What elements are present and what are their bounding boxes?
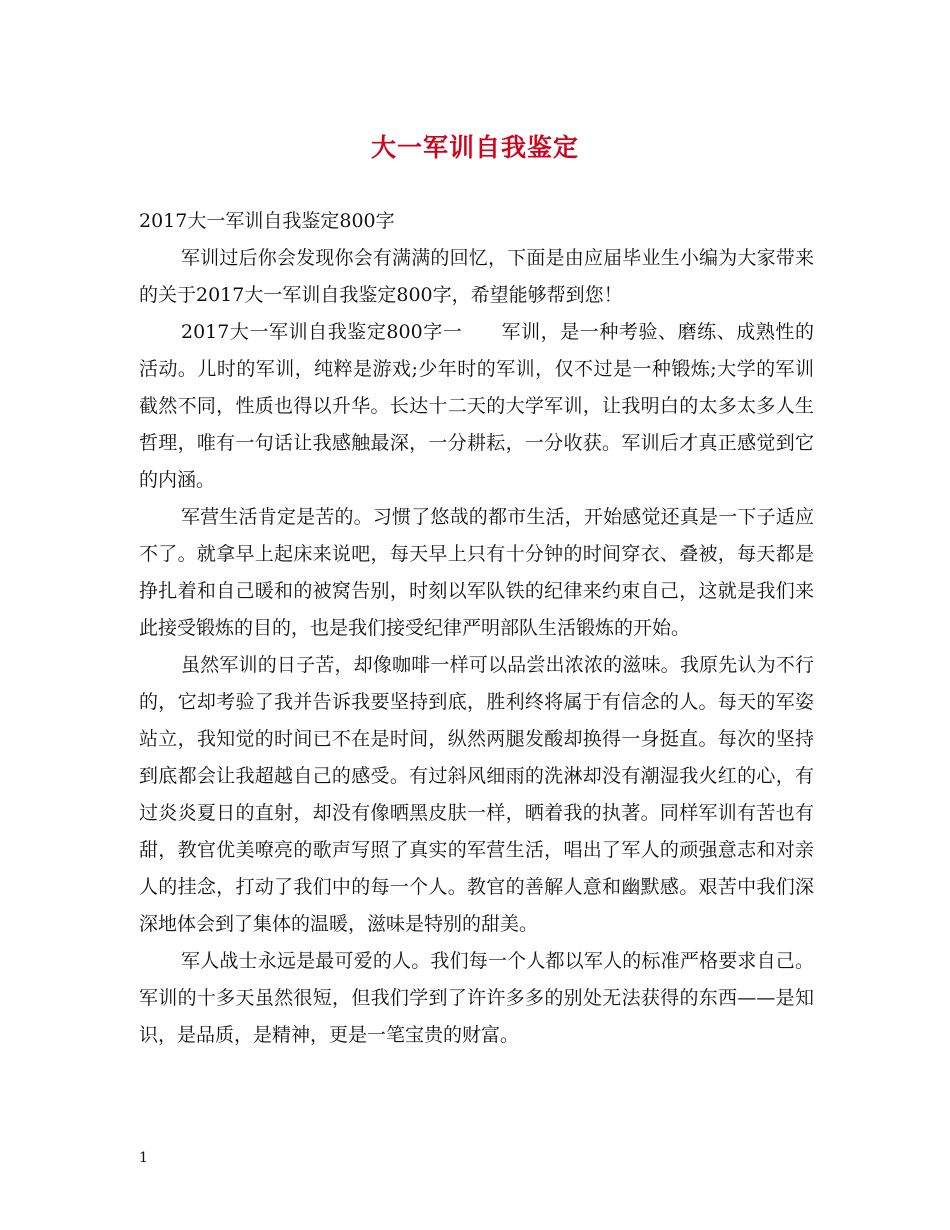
paragraph-2: 军营生活肯定是苦的。习惯了悠哉的都市生活，开始感觉还真是一下子适应不了。就拿早上起床来说吧，每天早上只有十分钟的时间穿衣、叠被，每天都是挣扎着和自己暖和的被窝告别，时刻以军队铁的纪律来约束自己，这就是我们来此接受锻炼的目的，也是我们接受纪律严明部队生活锻炼的开始。: [139, 506, 814, 639]
paragraph-intro: 军训过后你会发现你会有满满的回忆，下面是由应届毕业生小编为大家带来的关于2017大一军训自我鉴定800字，希望能够帮到您！: [139, 247, 814, 306]
document-title: 大一军训自我鉴定: [370, 133, 579, 162]
paragraph-1: 2017大一军训自我鉴定800字一 军训，是一种考验、磨练、成熟性的活动。儿时的军训，纯粹是游戏;少年时的军训，仅不过是一种锻炼;大学的军训截然不同，性质也得以升华。长达十二天的大学军训，让我明白的太多太多人生哲理，唯有一句话让我感触最深，一分耕耘，一分收获。军训后才真正感觉到它的内涵。: [139, 321, 814, 491]
paragraph-3: 虽然军训的日子苦，却像咖啡一样可以品尝出浓浓的滋味。我原先认为不行的，它却考验了我并告诉我要坚持到底，胜利终将属于有信念的人。每天的军姿站立，我知觉的时间已不在是时间，纵然两腿发酸却换得一身挺直。每次的坚持到底都会让我超越自己的感受。有过斜风细雨的洗淋却没有潮湿我火红的心，有过炎炎夏日的直射，却没有像晒黑皮肤一样，晒着我的执著。同样军训有苦也有甜，教官优美嘹亮的歌声写照了真实的军营生活，唱出了军人的顽强意志和对亲人的挂念，打动了我们中的每一个人。教官的善解人意和幽默感。艰苦中我们深深地体会到了集体的温暖，滋味是特别的甜美。: [139, 654, 814, 935]
document-subtitle: 2017大一军训自我鉴定800字: [139, 210, 395, 232]
document-body: [139, 203, 814, 1054]
page-number: 1: [139, 1150, 148, 1166]
paragraph-4: 军人战士永远是最可爱的人。我们每一个人都以军人的标准严格要求自己。军训的十多天虽然很短，但我们学到了许许多多的别处无法获得的东西——是知识，是品质，是精神，更是一笔宝贵的财富。: [139, 950, 814, 1046]
